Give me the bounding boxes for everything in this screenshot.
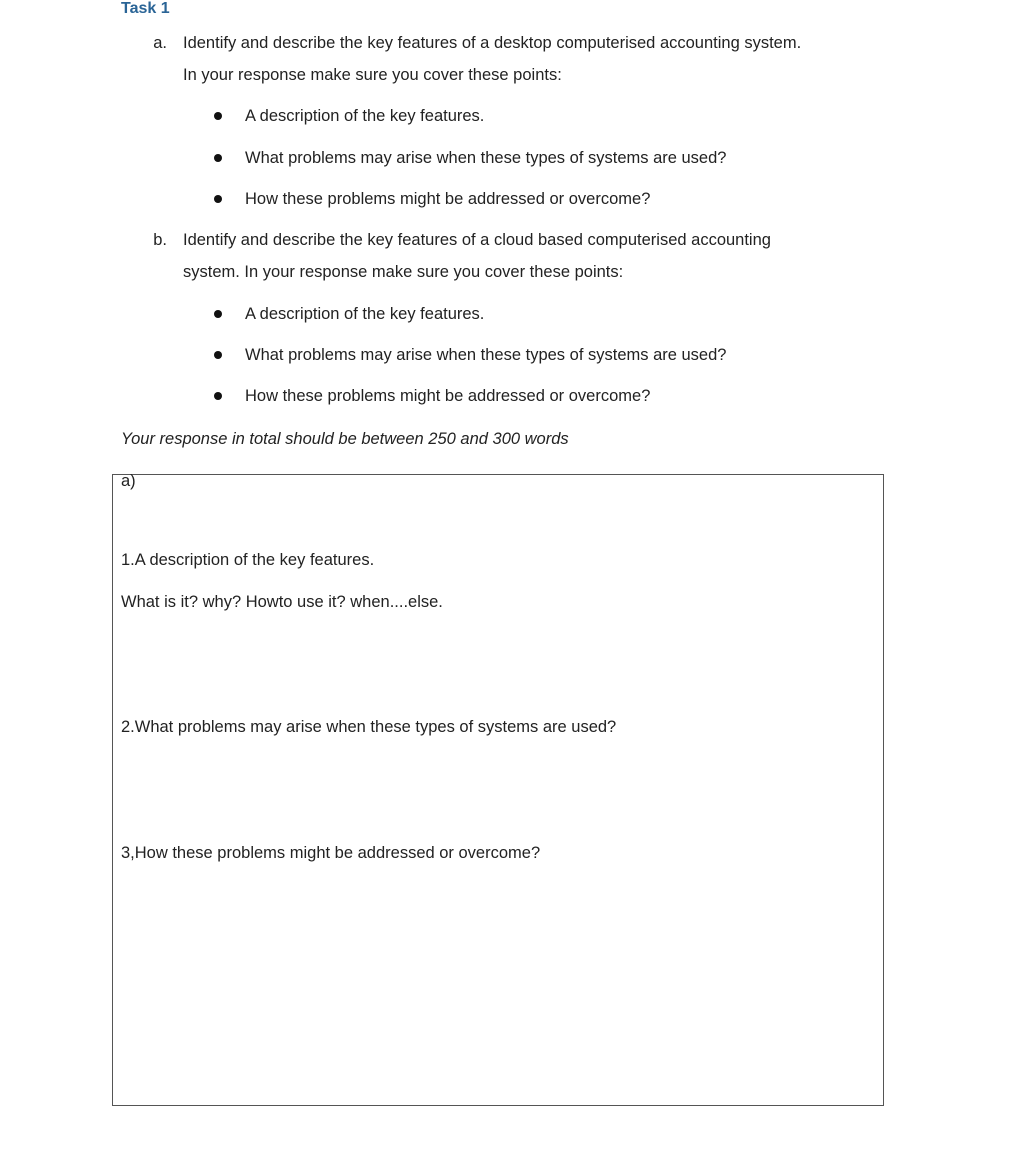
part-b-bullet-3: How these problems might be addressed or overcome?	[245, 387, 651, 405]
response-point-1: 1.A description of the key features.	[121, 551, 375, 569]
part-a-bullet-2: What problems may arise when these types of systems are used?	[245, 149, 727, 167]
part-a-prompt-line2: In your response make sure you cover these points:	[183, 66, 562, 84]
bullet-icon	[214, 392, 222, 400]
part-b-marker: b.	[153, 231, 167, 249]
part-b-prompt-line1: Identify and describe the key features of a cloud based computerised accounting	[183, 231, 771, 249]
response-point-3: 3,How these problems might be addressed or overcome?	[121, 844, 541, 862]
bullet-icon	[214, 112, 222, 120]
bullet-icon	[214, 310, 222, 318]
part-b-prompt-line2: system. In your response make sure you cover these points:	[183, 263, 624, 281]
response-label: a)	[121, 472, 136, 490]
part-a-bullet-1: A description of the key features.	[245, 107, 485, 125]
part-a-prompt-line1: Identify and describe the key features of a desktop computerised accounting system.	[183, 34, 802, 52]
word-limit-note: Your response in total should be between 250 and 300 words	[121, 430, 569, 448]
part-a-marker: a.	[153, 34, 167, 52]
response-point-2: 2.What problems may arise when these types of systems are used?	[121, 718, 617, 736]
part-b-bullet-1: A description of the key features.	[245, 305, 485, 323]
bullet-icon	[214, 154, 222, 162]
part-a-bullet-3: How these problems might be addressed or overcome?	[245, 190, 651, 208]
bullet-icon	[214, 195, 222, 203]
task-heading: Task 1	[121, 0, 170, 17]
part-b-bullet-2: What problems may arise when these types of systems are used?	[245, 346, 727, 364]
response-note-1: What is it? why? Howto use it? when....else.	[121, 593, 443, 611]
bullet-icon	[214, 351, 222, 359]
